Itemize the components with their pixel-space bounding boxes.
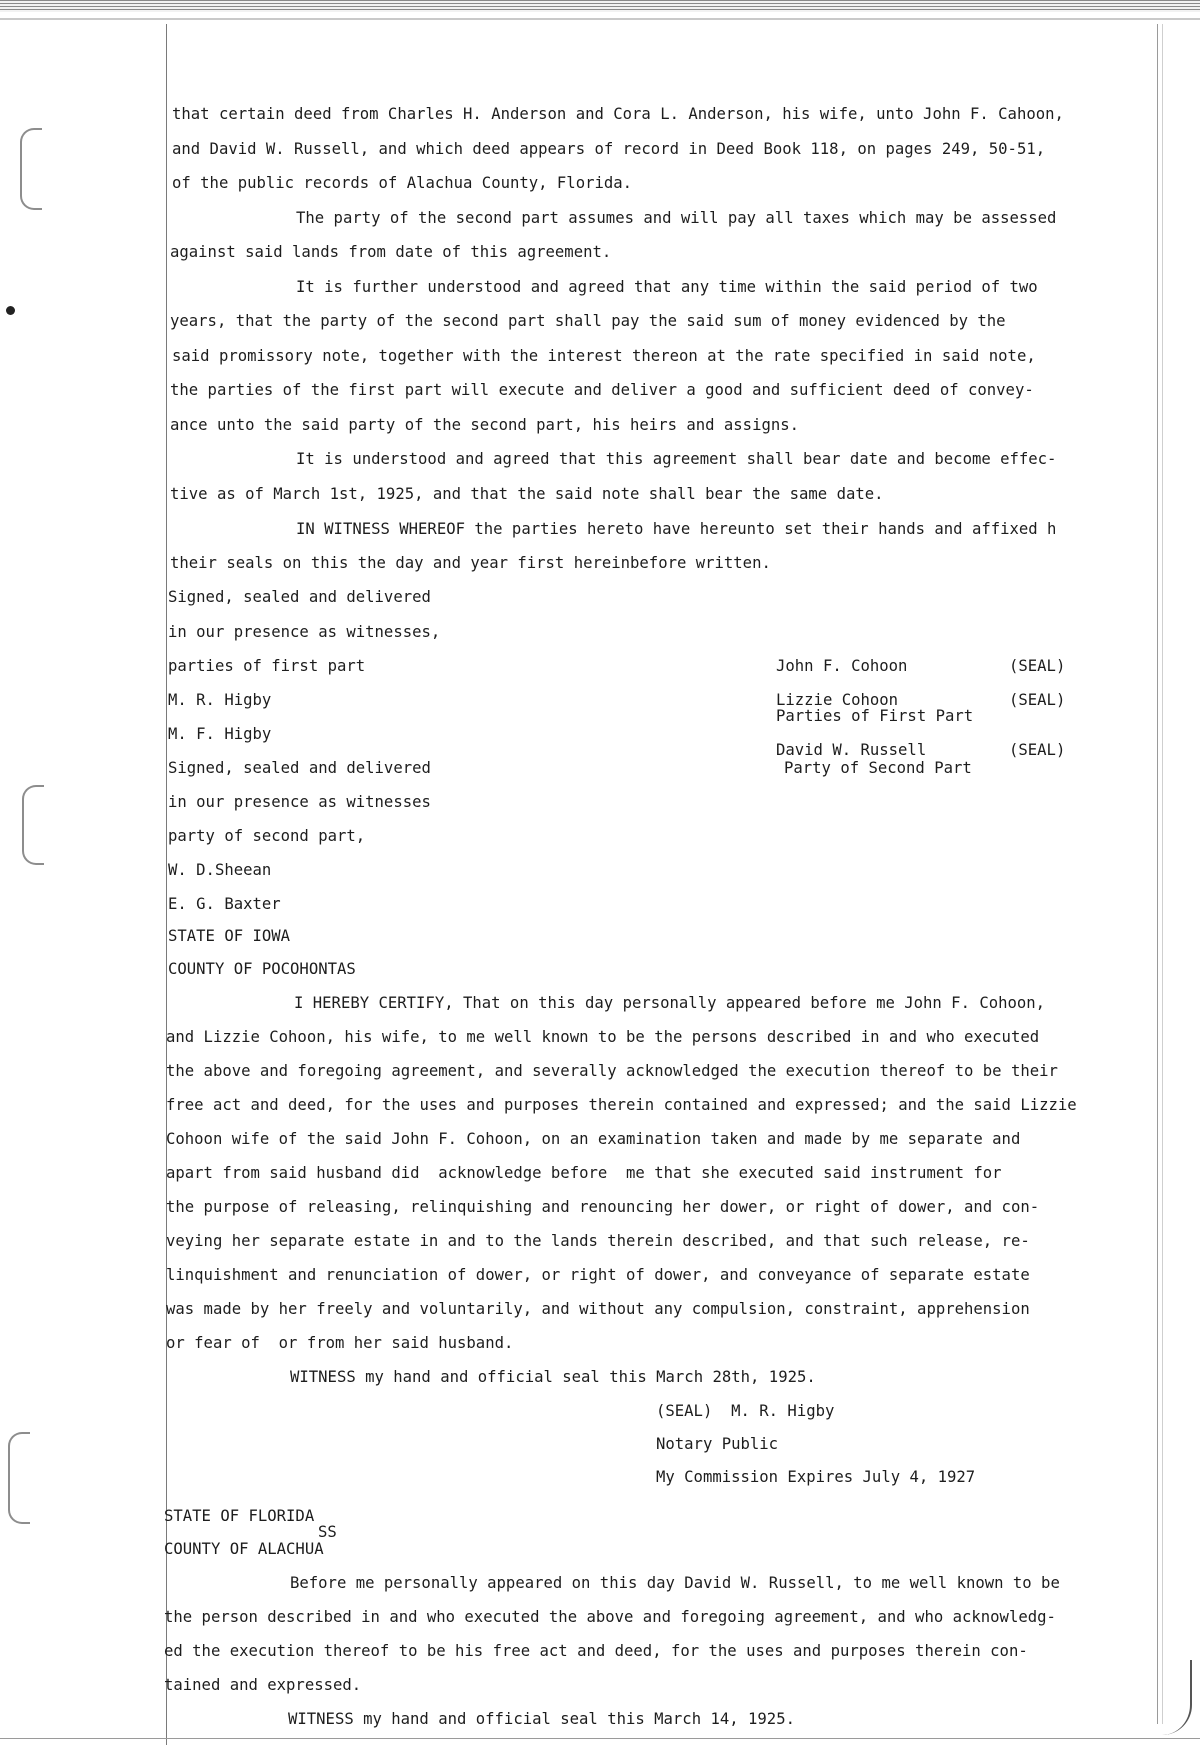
- venue-county: COUNTY OF ALACHUA: [164, 1540, 324, 1558]
- body-line: tive as of March 1st, 1925, and that the said note shall bear the same date.: [170, 485, 884, 503]
- venue-ss: SS: [318, 1523, 337, 1541]
- certificate-line: and Lizzie Cohoon, his wife, to me well known to be the persons described in and who executed: [166, 1028, 1040, 1046]
- venue-state: STATE OF IOWA: [168, 927, 291, 945]
- certificate-line: was made by her freely and voluntarily, and without any compulsion, constraint, apprehension: [166, 1300, 1030, 1318]
- witness-line: Signed, sealed and delivered: [168, 588, 431, 606]
- signature-seal: (SEAL): [1009, 657, 1066, 675]
- witness-line: W. D.Sheean: [168, 861, 272, 879]
- witness-line: M. R. Higby: [168, 691, 272, 709]
- body-line: It is understood and agreed that this agreement shall bear date and become effec-: [296, 450, 1057, 468]
- bottom-edge-rule: [0, 1738, 1200, 1739]
- binder-hole-top: [20, 128, 42, 210]
- body-line: that certain deed from Charles H. Anderson and Cora L. Anderson, his wife, unto John F. Cahoon,: [172, 105, 1064, 123]
- right-margin-rule-faint: [1162, 24, 1163, 1724]
- witness-date-line: WITNESS my hand and official seal this March 28th, 1925.: [290, 1368, 816, 1386]
- body-line: and David W. Russell, and which deed appears of record in Deed Book 118, on pages 249, 50-51,: [172, 140, 1046, 158]
- certificate-line: Cohoon wife of the said John F. Cohoon, on an examination taken and made by me separate and: [166, 1130, 1021, 1148]
- body-line: the parties of the first part will execute and deliver a good and sufficient deed of convey-: [170, 381, 1034, 399]
- certificate-line: Before me personally appeared on this day David W. Russell, to me well known to be: [290, 1574, 1060, 1592]
- binder-hole-bottom: [8, 1432, 30, 1524]
- body-line: ance unto the said party of the second part, his heirs and assigns.: [170, 416, 800, 434]
- witness-line: in our presence as witnesses,: [168, 623, 441, 641]
- top-edge-band: [0, 0, 1200, 12]
- certificate-line: the above and foregoing agreement, and severally acknowledged the execution thereof to be their: [166, 1062, 1058, 1080]
- signature-seal: (SEAL): [1009, 741, 1066, 759]
- witness-line: party of second part,: [168, 827, 366, 845]
- witness-line: in our presence as witnesses: [168, 793, 431, 811]
- notary-seal-name: (SEAL) M. R. Higby: [656, 1402, 835, 1420]
- certificate-line: veying her separate estate in and to the lands therein described, and that such release, re-: [166, 1232, 1030, 1250]
- signature-role: Party of Second Part: [784, 759, 972, 777]
- certificate-line: the purpose of releasing, relinquishing and renouncing her dower, or right of dower, and con-: [166, 1198, 1040, 1216]
- body-line: IN WITNESS WHEREOF the parties hereto have hereunto set their hands and affixed h: [296, 520, 1057, 538]
- certificate-line: or fear of or from her said husband.: [166, 1334, 514, 1352]
- venue-state: STATE OF FLORIDA: [164, 1507, 315, 1525]
- body-line: of the public records of Alachua County, Florida.: [172, 174, 633, 192]
- body-line: against said lands from date of this agreement.: [170, 243, 612, 261]
- certificate-line: ed the execution thereof to be his free act and deed, for the uses and purposes therein con-: [164, 1642, 1028, 1660]
- body-line: years, that the party of the second part shall pay the said sum of money evidenced by the: [170, 312, 1006, 330]
- signature-role: Parties of First Part: [776, 707, 974, 725]
- right-margin-rule: [1157, 24, 1158, 1724]
- body-line: their seals on this the day and year first hereinbefore written.: [170, 554, 771, 572]
- venue-county: COUNTY OF POCOHONTAS: [168, 960, 356, 978]
- body-line: The party of the second part assumes and will pay all taxes which may be assessed: [296, 209, 1057, 227]
- top-edge-rule: [0, 18, 1200, 20]
- witness-date-line: WITNESS my hand and official seal this March 14, 1925.: [288, 1710, 795, 1728]
- witness-line: M. F. Higby: [168, 725, 272, 743]
- binder-hole-middle: [22, 785, 44, 865]
- page-curl: [1160, 1660, 1192, 1735]
- certificate-line: linquishment and renunciation of dower, or right of dower, and conveyance of separate estate: [166, 1266, 1030, 1284]
- certificate-line: apart from said husband did acknowledge before me that she executed said instrument for: [166, 1164, 1002, 1182]
- signature-name: John F. Cohoon: [776, 657, 908, 675]
- body-line: said promissory note, together with the interest thereon at the rate specified in said note,: [172, 347, 1036, 365]
- notary-commission: My Commission Expires July 4, 1927: [656, 1468, 976, 1486]
- certificate-line: the person described in and who executed the above and foregoing agreement, and who acknowledg-: [164, 1608, 1056, 1626]
- witness-line: E. G. Baxter: [168, 895, 281, 913]
- ink-speck: [6, 306, 15, 315]
- signature-name: Lizzie Cohoon: [776, 691, 899, 709]
- notary-title: Notary Public: [656, 1435, 779, 1453]
- witness-line: Signed, sealed and delivered: [168, 759, 431, 777]
- signature-seal: (SEAL): [1009, 691, 1066, 709]
- left-margin-rule: [166, 24, 167, 1745]
- signature-name: David W. Russell: [776, 741, 927, 759]
- body-line: It is further understood and agreed that any time within the said period of two: [296, 278, 1038, 296]
- certificate-line: free act and deed, for the uses and purposes therein contained and expressed; and the said Lizzie: [166, 1096, 1077, 1114]
- witness-line: parties of first part: [168, 657, 366, 675]
- certificate-line: I HEREBY CERTIFY, That on this day personally appeared before me John F. Cohoon,: [294, 994, 1046, 1012]
- certificate-line: tained and expressed.: [164, 1676, 362, 1694]
